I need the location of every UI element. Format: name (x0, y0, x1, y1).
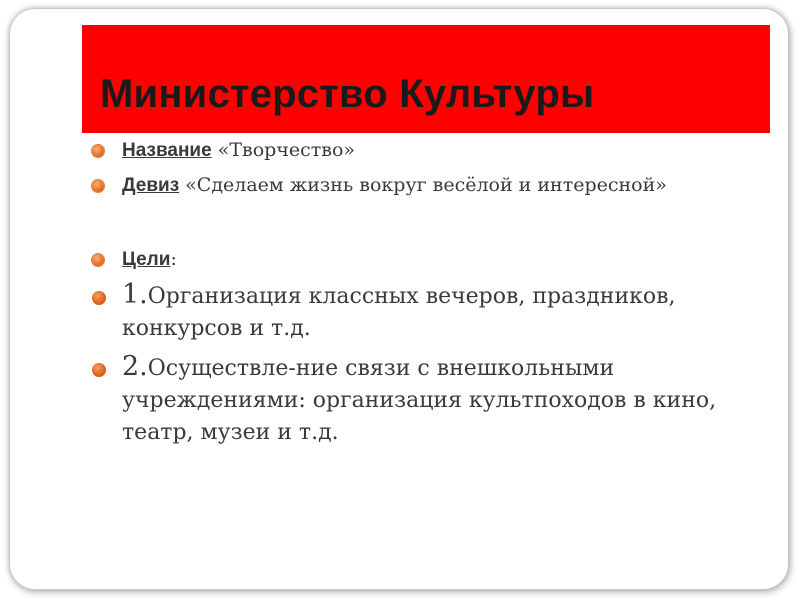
item-label: Название (122, 140, 212, 161)
item-text: «Творчество» (211, 139, 356, 161)
item-text: Организация классных вечеров, праздников, конкурсов и т.д. (122, 284, 676, 341)
item-number: 2. (122, 351, 148, 382)
item-text: Осуществле-ние связи с внешкольными учреждениями: организация культпоходов в кино, театр, музеи и т.д. (122, 356, 717, 445)
bullet-icon (92, 254, 104, 266)
list-item-goals (92, 245, 732, 274)
list-item-goal-1 (92, 279, 732, 345)
bullet-icon (92, 363, 106, 377)
list-item-goal-2 (92, 351, 732, 449)
item-text: : (170, 248, 177, 270)
bullet-icon (92, 291, 106, 305)
item-text: «Сделаем жизнь вокруг весёлой и интересной» (179, 174, 667, 196)
list-item-motto (92, 171, 732, 200)
item-label: Цели (122, 249, 171, 270)
list-item-name (92, 136, 732, 165)
slide-content (10, 9, 788, 589)
bullet-icon (92, 145, 104, 157)
slide (9, 8, 789, 590)
item-number: 1. (122, 279, 148, 310)
item-label: Девиз (122, 175, 180, 196)
slide-title: Министерство Культуры (100, 71, 595, 116)
bullet-icon (92, 180, 104, 192)
